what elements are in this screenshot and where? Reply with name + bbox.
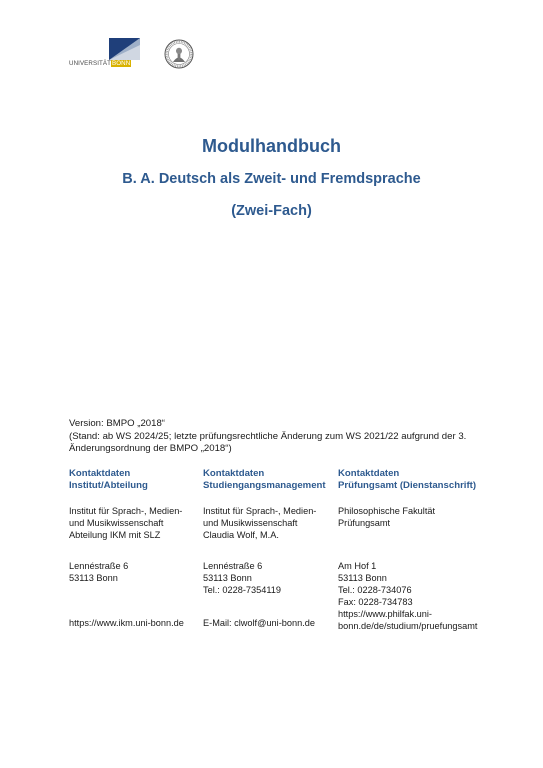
contact-heading: Kontaktdaten Studiengangsmanagement [203,468,326,492]
contact-address: Lennéstraße 6 53113 Bonn [69,561,129,583]
exam-office-website-link-continued[interactable]: bonn.de/de/studium/pruefungsamt [338,621,478,631]
contact-institution: Institut für Sprach-, Medien- und Musikwissenschaft Claudia Wolf, M.A. [203,506,317,540]
contact-column-study-management [203,468,337,628]
header-logos [69,38,199,72]
university-seal-icon [164,39,194,69]
version-info [69,418,509,456]
university-logo-icon [109,38,140,60]
university-logo[interactable] [69,38,141,68]
contact-column-exam-office [338,468,508,631]
contact-column-institute [69,468,201,628]
version-status-line-continued: Änderungsordnung der BMPO „2018“) [69,443,232,454]
contact-institution: Philosophische Fakultät Prüfungsamt [338,506,436,528]
contact-email-link[interactable]: E-Mail: clwolf@uni-bonn.de [203,618,315,628]
university-logo-text: UNIVERSITÄTBONN [69,60,131,67]
title-block [0,132,543,223]
contact-table [69,468,509,638]
contact-address: Lennéstraße 6 53113 Bonn Tel.: 0228-7354119 [203,561,281,595]
document-title: Modulhandbuch [202,136,341,156]
document-subsubtitle: (Zwei-Fach) [231,203,312,219]
contact-website-link[interactable]: https://www.ikm.uni-bonn.de [69,618,184,628]
contact-heading: Kontaktdaten Prüfungsamt (Dienstanschrift) [338,468,477,492]
document-subtitle: B. A. Deutsch als Zweit- und Fremdsprache [122,171,421,187]
contact-address: Am Hof 1 53113 Bonn Tel.: 0228-734076 Fax: 0228-734783 https://www.philfak.uni- bonn.de/de/studium/pruefungsamt [338,561,478,631]
contact-institution: Institut für Sprach-, Medien- und Musikwissenschaft Abteilung IKM mit SLZ [69,506,183,540]
exam-office-website-link[interactable]: https://www.philfak.uni- [338,609,432,619]
contact-heading: Kontaktdaten Institut/Abteilung [69,468,148,492]
version-line: Version: BMPO „2018“ [69,418,165,429]
version-status-line: (Stand: ab WS 2024/25; letzte prüfungsrechtliche Änderung zum WS 2021/22 aufgrund der 3. [69,430,467,442]
